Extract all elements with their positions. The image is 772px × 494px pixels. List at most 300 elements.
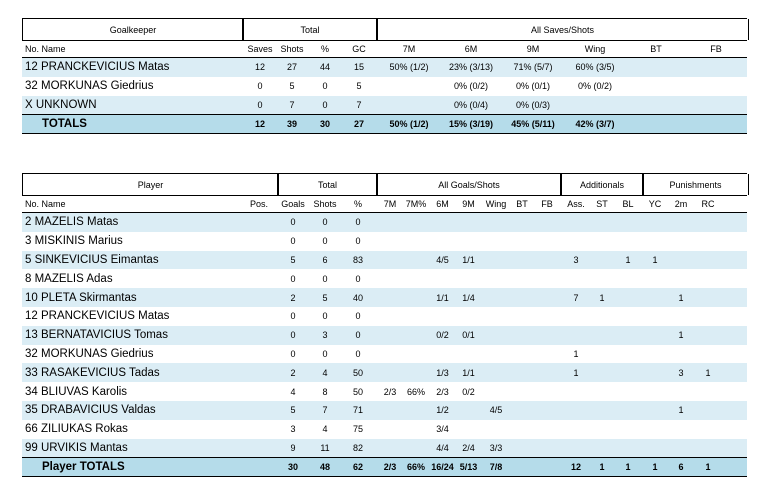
cell-pos — [246, 251, 272, 270]
total-m2: 6 — [678, 462, 684, 473]
col-header-st: ST — [596, 199, 608, 209]
cell-pos — [246, 439, 272, 458]
group-header-row — [22, 18, 747, 40]
cell-m6: 1/1 — [436, 292, 449, 303]
cell-name: 10 PLETA Skirmantas — [25, 291, 137, 304]
cell-ass: 3 — [573, 254, 579, 265]
cell-m2 — [669, 420, 693, 439]
cell-m6 — [430, 307, 455, 326]
cell-bt — [510, 439, 534, 458]
total-pct: 30 — [319, 119, 330, 130]
cell-wing: 3/3 — [489, 442, 503, 453]
cell-yc — [643, 232, 667, 251]
total-st: 1 — [599, 462, 605, 473]
cell-name: 32 MORKUNAS Giedrius — [25, 347, 154, 360]
col-header-bt: BT — [650, 44, 662, 54]
cell-pct: 0 — [355, 348, 361, 359]
cell-st — [590, 382, 614, 401]
cell-ass — [563, 307, 589, 326]
cell-rc — [696, 269, 720, 288]
cell-bt — [510, 363, 534, 382]
cell-bt — [510, 420, 534, 439]
cell-m9: 0/2 — [462, 386, 475, 397]
table-row — [22, 96, 747, 115]
cell-fb — [535, 363, 559, 382]
cell-yc — [643, 213, 667, 232]
cell-m9: 1/1 — [462, 254, 475, 265]
cell-pos — [246, 363, 272, 382]
group-goals_shots: All Goals/Shots — [376, 174, 562, 195]
col-header-pos: Pos. — [249, 199, 268, 209]
cell-pos — [246, 213, 272, 232]
cell-yc — [643, 420, 667, 439]
cell-m2: 1 — [678, 330, 684, 341]
col-header-m2: 2m — [674, 199, 688, 209]
col-header-pct: % — [320, 44, 329, 54]
cell-gc: 5 — [356, 81, 362, 92]
cell-pct: 0 — [355, 330, 361, 341]
total-saves: 12 — [254, 119, 265, 130]
col-header-m7: 7M — [383, 199, 397, 209]
cell-m2 — [669, 251, 693, 270]
cell-bt — [510, 213, 534, 232]
cell-shots: 0 — [322, 236, 328, 247]
cell-fb — [686, 58, 746, 77]
cell-st — [590, 363, 614, 382]
cell-m6: 2/3 — [436, 386, 449, 397]
cell-yc — [643, 326, 667, 345]
cell-m7pct — [403, 439, 429, 458]
cell-shots: 7 — [322, 405, 328, 416]
cell-saves: 0 — [257, 99, 263, 110]
cell-name: 99 URVIKIS Mantas — [25, 441, 128, 454]
table-row — [22, 269, 747, 288]
col-header-shots: Shots — [313, 199, 337, 209]
col-header-fb: FB — [541, 199, 553, 209]
cell-pos — [246, 288, 272, 307]
cell-fb — [535, 382, 559, 401]
cell-bl — [616, 326, 640, 345]
group-total: Total — [277, 174, 378, 195]
cell-wing: 60% (3/5) — [575, 62, 615, 73]
cell-shots: 27 — [286, 62, 297, 73]
total-bt — [626, 115, 686, 133]
cell-shots: 4 — [322, 424, 328, 435]
totals-row — [22, 457, 747, 477]
cell-st — [590, 401, 614, 420]
total-bt — [510, 458, 534, 476]
cell-pct: 0 — [322, 81, 328, 92]
cell-st — [590, 439, 614, 458]
cell-wing — [482, 345, 510, 364]
cell-m2 — [669, 345, 693, 364]
cell-m9 — [456, 269, 481, 288]
cell-rc: 1 — [705, 367, 711, 378]
group-goalkeeper: Goalkeeper — [22, 19, 244, 40]
cell-ass: 7 — [573, 292, 579, 303]
cell-fb — [535, 307, 559, 326]
table-row — [22, 213, 747, 232]
cell-name: 8 MAZELIS Adas — [25, 272, 113, 285]
cell-shots: 5 — [289, 81, 295, 92]
group-player: Player — [22, 174, 279, 195]
cell-pos — [246, 326, 272, 345]
cell-ass — [563, 420, 589, 439]
cell-bl — [616, 288, 640, 307]
cell-m6 — [430, 232, 455, 251]
cell-rc — [696, 251, 720, 270]
cell-wing — [482, 382, 510, 401]
total-wing: 7/8 — [489, 462, 503, 473]
total-pct: 62 — [352, 462, 363, 473]
cell-m7 — [378, 77, 440, 96]
cell-bt — [510, 401, 534, 420]
cell-shots: 4 — [322, 367, 328, 378]
cell-m7 — [378, 96, 440, 115]
col-header-m7pct: 7M% — [405, 199, 427, 209]
cell-wing: 0% (0/2) — [577, 81, 612, 92]
col-header-ass: Ass. — [567, 199, 585, 209]
cell-wing — [482, 251, 510, 270]
cell-pct: 0 — [355, 311, 361, 322]
total-yc: 1 — [652, 462, 658, 473]
cell-wing — [482, 420, 510, 439]
cell-pos — [246, 401, 272, 420]
cell-goals: 0 — [290, 311, 296, 322]
cell-name: 5 SINKEVICIUS Eimantas — [25, 253, 159, 266]
cell-m7pct — [403, 288, 429, 307]
cell-m7pct — [403, 213, 429, 232]
cell-m2 — [669, 382, 693, 401]
cell-m2: 3 — [678, 367, 684, 378]
cell-m6: 23% (3/13) — [448, 62, 494, 73]
cell-goals: 9 — [290, 442, 296, 453]
cell-m7 — [378, 363, 402, 382]
cell-fb — [535, 345, 559, 364]
cell-name: 12 PRANCKEVICIUS Matas — [25, 310, 170, 323]
cell-goals: 0 — [290, 217, 296, 228]
col-header-pct: % — [353, 199, 362, 209]
cell-ass — [563, 439, 589, 458]
cell-m6: 0% (0/2) — [453, 81, 488, 92]
cell-rc — [696, 307, 720, 326]
table-row — [22, 363, 747, 382]
cell-goals: 4 — [290, 386, 296, 397]
total-shots: 48 — [319, 462, 330, 473]
cell-m7 — [378, 326, 402, 345]
table-row — [22, 232, 747, 251]
cell-name: 34 BLIUVAS Karolis — [25, 385, 128, 398]
table-row — [22, 345, 747, 364]
cell-bt — [510, 345, 534, 364]
cell-ass — [563, 269, 589, 288]
cell-goals: 3 — [290, 424, 296, 435]
cell-pct: 0 — [355, 217, 361, 228]
total-fb — [535, 458, 559, 476]
col-header-fb: FB — [710, 44, 722, 54]
cell-shots: 7 — [289, 99, 295, 110]
cell-bt — [510, 269, 534, 288]
cell-name: 3 MISKINIS Marius — [25, 235, 123, 248]
cell-m6: 0/2 — [436, 330, 449, 341]
cell-m7 — [378, 439, 402, 458]
cell-gc: 7 — [356, 99, 362, 110]
cell-goals: 0 — [290, 348, 296, 359]
cell-ass — [563, 382, 589, 401]
col-header-wing: Wing — [584, 44, 606, 54]
cell-m6 — [430, 345, 455, 364]
cell-pos — [246, 382, 272, 401]
cell-m6: 0% (0/4) — [453, 99, 488, 110]
cell-fb — [535, 269, 559, 288]
cell-m9 — [456, 420, 481, 439]
total-pos — [246, 458, 272, 476]
cell-pct: 0 — [322, 99, 328, 110]
col-header-shots: Shots — [280, 44, 304, 54]
col-header-yc: YC — [648, 199, 662, 209]
total-m7: 50% (1/2) — [389, 119, 429, 130]
cell-m9: 2/4 — [462, 442, 475, 453]
cell-m7pct — [403, 232, 429, 251]
cell-m9: 0% (0/1) — [515, 81, 550, 92]
cell-goals: 2 — [290, 292, 296, 303]
cell-shots: 8 — [322, 386, 328, 397]
total-rc: 1 — [705, 462, 711, 473]
total-m6: 16/24 — [431, 462, 454, 473]
cell-m9: 0% (0/3) — [515, 99, 550, 110]
cell-ass — [563, 232, 589, 251]
cell-rc — [696, 288, 720, 307]
cell-bl — [616, 420, 640, 439]
total-name: TOTALS — [42, 118, 87, 131]
cell-bt — [626, 77, 686, 96]
table-row — [22, 420, 747, 439]
cell-wing — [482, 326, 510, 345]
cell-rc — [696, 401, 720, 420]
total-m9: 5/13 — [459, 462, 478, 473]
table-row — [22, 401, 747, 420]
cell-bl — [616, 307, 640, 326]
cell-m6: 1/2 — [436, 405, 449, 416]
cell-rc — [696, 345, 720, 364]
cell-m7: 2/3 — [383, 386, 397, 397]
cell-bl — [616, 401, 640, 420]
col-header-gc: GC — [352, 44, 366, 54]
cell-st — [590, 269, 614, 288]
cell-pos — [246, 232, 272, 251]
cell-bl — [616, 232, 640, 251]
table-row — [22, 382, 747, 401]
cell-m9 — [456, 307, 481, 326]
cell-st — [590, 326, 614, 345]
cell-pct: 50 — [352, 386, 363, 397]
total-ass: 12 — [570, 462, 581, 473]
cell-pct: 0 — [355, 236, 361, 247]
total-fb — [686, 115, 746, 133]
cell-m2 — [669, 439, 693, 458]
cell-m9 — [456, 232, 481, 251]
cell-bl — [616, 363, 640, 382]
cell-bt — [510, 382, 534, 401]
table-row — [22, 439, 747, 458]
cell-bl — [616, 269, 640, 288]
cell-m9 — [456, 401, 481, 420]
cell-gc: 15 — [353, 62, 364, 73]
cell-shots: 0 — [322, 273, 328, 284]
cell-shots: 0 — [322, 348, 328, 359]
column-header-row — [22, 40, 747, 58]
cell-rc — [696, 326, 720, 345]
cell-rc — [696, 420, 720, 439]
cell-m9 — [456, 345, 481, 364]
cell-bt — [626, 96, 686, 115]
table-row — [22, 251, 747, 270]
total-gc: 27 — [353, 119, 364, 130]
cell-name: 35 DRABAVICIUS Valdas — [25, 404, 156, 417]
cell-yc — [643, 382, 667, 401]
col-header-wing: Wing — [485, 199, 507, 209]
cell-pos — [246, 269, 272, 288]
group-saves_shots: All Saves/Shots — [376, 19, 749, 40]
table-row — [22, 326, 747, 345]
group-header-row — [22, 173, 747, 195]
cell-m6: 4/4 — [436, 442, 449, 453]
cell-saves: 0 — [257, 81, 263, 92]
total-goals: 30 — [287, 462, 298, 473]
cell-m6: 4/5 — [436, 254, 449, 265]
cell-pct: 83 — [352, 254, 363, 265]
cell-ass — [563, 213, 589, 232]
cell-m2 — [669, 269, 693, 288]
cell-m7 — [378, 401, 402, 420]
cell-yc — [643, 269, 667, 288]
table-row — [22, 58, 747, 77]
cell-fb — [535, 232, 559, 251]
group-punishments: Punishments — [642, 174, 749, 195]
cell-m2: 1 — [678, 292, 684, 303]
col-header-goals: Goals — [281, 199, 305, 209]
cell-m6 — [430, 269, 455, 288]
cell-pct: 75 — [352, 424, 363, 435]
cell-st — [590, 307, 614, 326]
cell-bl — [616, 345, 640, 364]
table-row — [22, 77, 747, 96]
col-header-bl: BL — [622, 199, 634, 209]
cell-m7pct: 66% — [406, 386, 425, 397]
cell-wing — [482, 288, 510, 307]
cell-m7 — [378, 251, 402, 270]
cell-m7pct — [403, 420, 429, 439]
cell-bt — [510, 232, 534, 251]
cell-yc — [643, 345, 667, 364]
cell-st — [590, 232, 614, 251]
cell-m6: 3/4 — [436, 424, 449, 435]
cell-m7 — [378, 288, 402, 307]
total-m9: 45% (5/11) — [511, 119, 555, 130]
cell-m7: 50% (1/2) — [389, 62, 429, 73]
col-header-no_name: No. Name — [25, 199, 66, 209]
cell-m7pct — [403, 363, 429, 382]
cell-fb — [535, 326, 559, 345]
cell-m7pct — [403, 326, 429, 345]
cell-fb — [535, 439, 559, 458]
cell-rc — [696, 232, 720, 251]
cell-rc — [696, 439, 720, 458]
cell-wing: 4/5 — [489, 405, 503, 416]
total-m7: 2/3 — [383, 462, 397, 473]
cell-shots: 6 — [322, 254, 328, 265]
cell-m9: 71% (5/7) — [513, 62, 553, 73]
col-header-rc: RC — [701, 199, 715, 209]
player-table — [22, 173, 747, 477]
cell-wing — [482, 307, 510, 326]
cell-wing — [482, 269, 510, 288]
cell-name: 33 RASAKEVICIUS Tadas — [25, 366, 160, 379]
cell-fb — [535, 420, 559, 439]
cell-m7 — [378, 213, 402, 232]
cell-shots: 3 — [322, 330, 328, 341]
col-header-m7: 7M — [402, 44, 416, 54]
cell-bt — [510, 326, 534, 345]
total-bl: 1 — [625, 462, 631, 473]
cell-pos — [246, 345, 272, 364]
cell-m7pct — [403, 345, 429, 364]
cell-name: 13 BERNATAVICIUS Tomas — [25, 329, 168, 342]
cell-m6: 1/3 — [436, 367, 449, 378]
cell-fb — [535, 251, 559, 270]
cell-fb — [686, 77, 746, 96]
cell-name: 2 MAZELIS Matas — [25, 216, 119, 229]
cell-st — [590, 251, 614, 270]
cell-wing — [482, 213, 510, 232]
cell-rc — [696, 213, 720, 232]
cell-st: 1 — [599, 292, 605, 303]
cell-goals: 5 — [290, 405, 296, 416]
cell-fb — [535, 213, 559, 232]
cell-pct: 50 — [352, 367, 363, 378]
col-header-m6: 6M — [464, 44, 478, 54]
total-shots: 39 — [286, 119, 297, 130]
cell-m7 — [378, 307, 402, 326]
total-m7pct: 66% — [406, 462, 425, 473]
cell-goals: 0 — [290, 236, 296, 247]
cell-m7 — [378, 269, 402, 288]
cell-goals: 0 — [290, 273, 296, 284]
col-header-m6: 6M — [436, 199, 449, 209]
cell-yc — [643, 363, 667, 382]
cell-bt — [510, 307, 534, 326]
cell-m2 — [669, 307, 693, 326]
cell-goals: 2 — [290, 367, 296, 378]
cell-yc — [643, 401, 667, 420]
table-row — [22, 307, 747, 326]
cell-bl — [616, 213, 640, 232]
cell-bt — [626, 58, 686, 77]
cell-goals: 5 — [290, 254, 296, 265]
group-additionals: Additionals — [560, 174, 644, 195]
cell-m2 — [669, 232, 693, 251]
cell-name: 32 MORKUNAS Giedrius — [25, 80, 154, 93]
cell-pct: 40 — [352, 292, 363, 303]
table-row — [22, 288, 747, 307]
cell-goals: 0 — [290, 330, 296, 341]
cell-pos — [246, 307, 272, 326]
cell-name: 12 PRANCKEVICIUS Matas — [25, 61, 170, 74]
cell-yc — [643, 288, 667, 307]
cell-wing — [482, 232, 510, 251]
cell-shots: 11 — [320, 442, 330, 453]
totals-row — [22, 114, 747, 134]
